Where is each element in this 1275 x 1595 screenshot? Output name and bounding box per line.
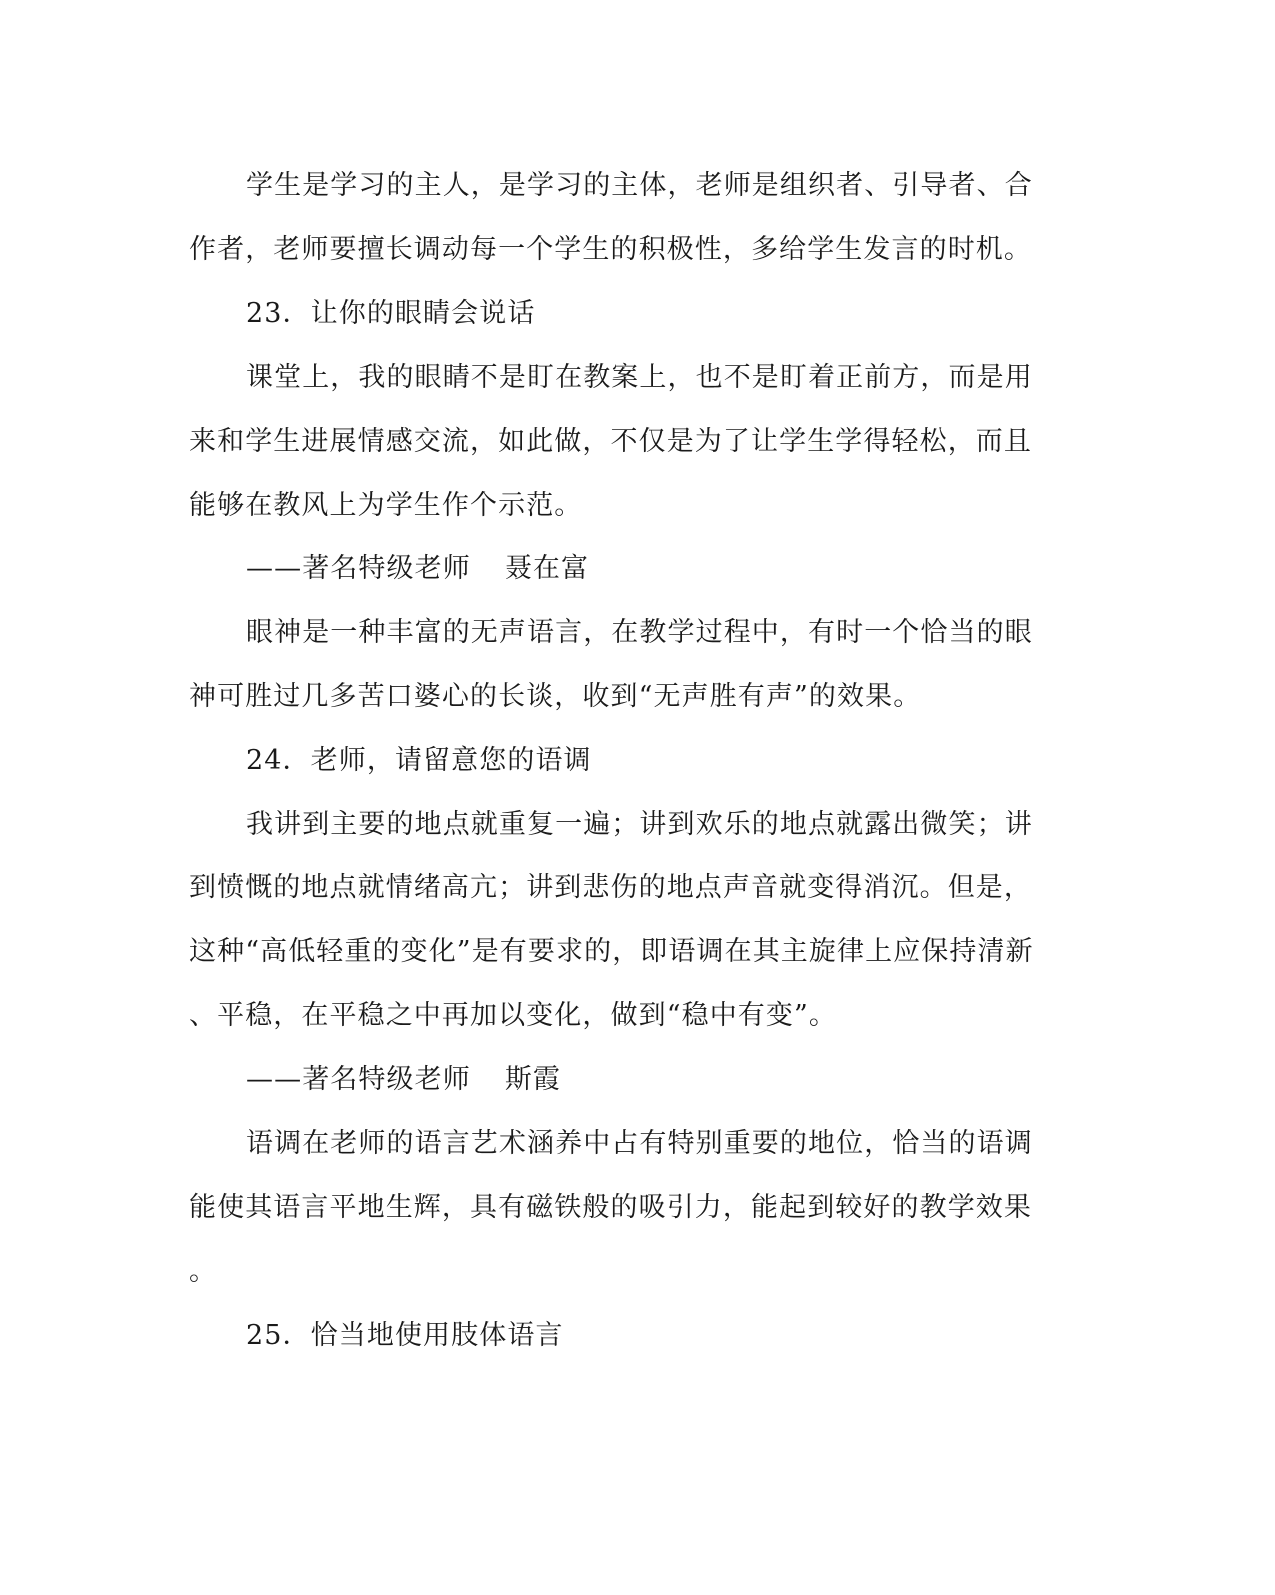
paragraph-line: 语调在老师的语言艺术涵养中占有特别重要的地位，恰当的语调 [246,1128,1033,1159]
section-heading-24: 24．老师，请留意您的语调 [246,745,592,776]
paragraph-line: 眼神是一种丰富的无声语言，在教学过程中，有时一个恰当的眼 [246,617,1033,648]
section-heading-25: 25．恰当地使用肢体语言 [246,1320,564,1351]
paragraph-line: 学生是学习的主人，是学习的主体，老师是组织者、引导者、合 [246,170,1033,201]
quote-line: 能够在教风上为学生作个示范。 [189,490,583,521]
quote-line: 我讲到主要的地点就重复一遍；讲到欢乐的地点就露出微笑；讲 [246,809,1033,840]
paragraph-line: 能使其语言平地生辉，具有磁铁般的吸引力，能起到较好的教学效果 [189,1192,1032,1223]
quote-line: 这种“高低轻重的变化”是有要求的，即语调在其主旋律上应保持清新 [189,936,1034,967]
attribution [246,549,1106,589]
paragraph-line: 。 [189,1256,218,1287]
attribution-title: ——著名特级老师 [246,553,471,584]
attribution-name: 斯霞 [504,1064,562,1095]
attribution-title: ——著名特级老师 [246,1064,471,1095]
paragraph-line: 神可胜过几多苦口婆心的长谈，收到“无声胜有声”的效果。 [189,681,922,712]
quote-line: 来和学生进展情感交流，如此做，不仅是为了让学生学得轻松，而且 [189,426,1032,457]
quote-line: 、平稳，在平稳之中再加以变化，做到“稳中有变”。 [189,1000,838,1031]
paragraph-line: 作者，老师要擅长调动每一个学生的积极性，多给学生发言的时机。 [189,234,1032,265]
attribution-name: 聂在富 [504,553,590,584]
quote-line: 课堂上，我的眼睛不是盯在教案上，也不是盯着正前方，而是用 [246,362,1033,393]
attribution [246,1060,1106,1100]
quote-line: 到愤慨的地点就情绪高亢；讲到悲伤的地点声音就变得消沉。但是， [189,872,1032,903]
section-heading-23: 23．让你的眼睛会说话 [246,298,536,329]
